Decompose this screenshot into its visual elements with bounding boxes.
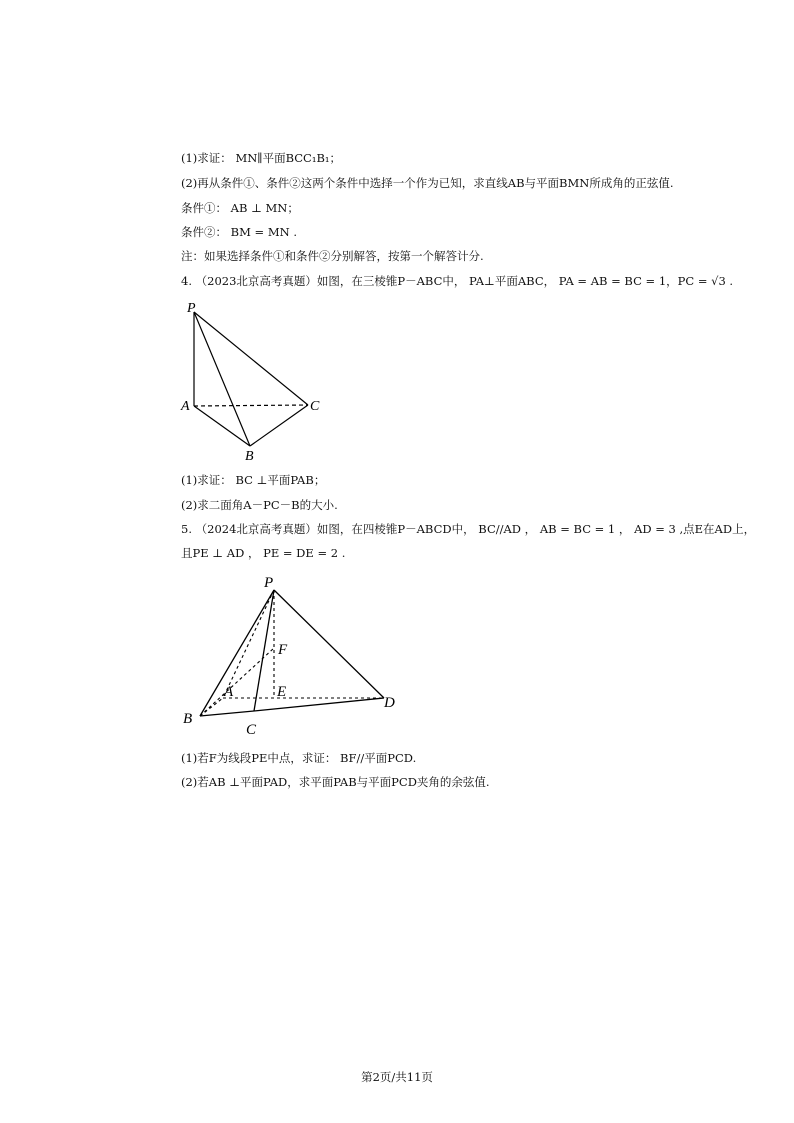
label-D: D bbox=[384, 695, 395, 711]
problem-4-statement: 4. （2023北京高考真题）如图，在三棱锥P－ABC中， PA⊥平面ABC， PA = AB = BC = 1，PC = √3 . bbox=[181, 274, 734, 288]
text-line-1: (1)求证： MN∥平面BCC₁B₁； bbox=[181, 151, 342, 165]
label-A: A bbox=[224, 684, 234, 700]
text-line-3: 条件①： AB ⊥ MN； bbox=[181, 201, 299, 215]
label-F: F bbox=[278, 642, 288, 658]
text-line-11: (1)若F为线段PE中点，求证： BF//平面PCD. bbox=[181, 751, 417, 765]
label-P: P bbox=[187, 301, 196, 316]
text-line-12: (2)若AB ⊥平面PAD，求平面PAB与平面PCD夹角的余弦值. bbox=[181, 775, 490, 789]
page-footer: 第2页/共11页 bbox=[361, 1070, 433, 1084]
text-line-4: 条件②： BM = MN . bbox=[181, 225, 297, 239]
pyramid-figure bbox=[178, 570, 408, 740]
text-line-2: (2)再从条件①、条件②这两个条件中选择一个作为已知，求直线AB与平面BMN所成角的正弦值. bbox=[181, 176, 674, 190]
problem-5-statement: 5. （2024北京高考真题）如图，在四棱锥P－ABCD中， BC//AD ， AB = BC = 1 ， AD = 3 ,点E在AD上， bbox=[181, 522, 756, 536]
tetrahedron-figure bbox=[178, 296, 328, 464]
label-C: C bbox=[246, 722, 257, 738]
text-line-5: 注：如果选择条件①和条件②分别解答，按第一个解答计分. bbox=[181, 249, 484, 263]
label-C: C bbox=[310, 399, 320, 414]
label-P: P bbox=[264, 575, 274, 591]
text-line-7: (1)求证： BC ⊥平面PAB； bbox=[181, 473, 326, 487]
label-B: B bbox=[245, 449, 254, 464]
label-E: E bbox=[277, 684, 287, 700]
label-B: B bbox=[183, 711, 193, 727]
text-line-8: (2)求二面角A－PC－B的大小. bbox=[181, 498, 338, 512]
text-line-10: 且PE ⊥ AD ， PE = DE = 2 . bbox=[181, 546, 346, 560]
label-A: A bbox=[181, 399, 190, 414]
